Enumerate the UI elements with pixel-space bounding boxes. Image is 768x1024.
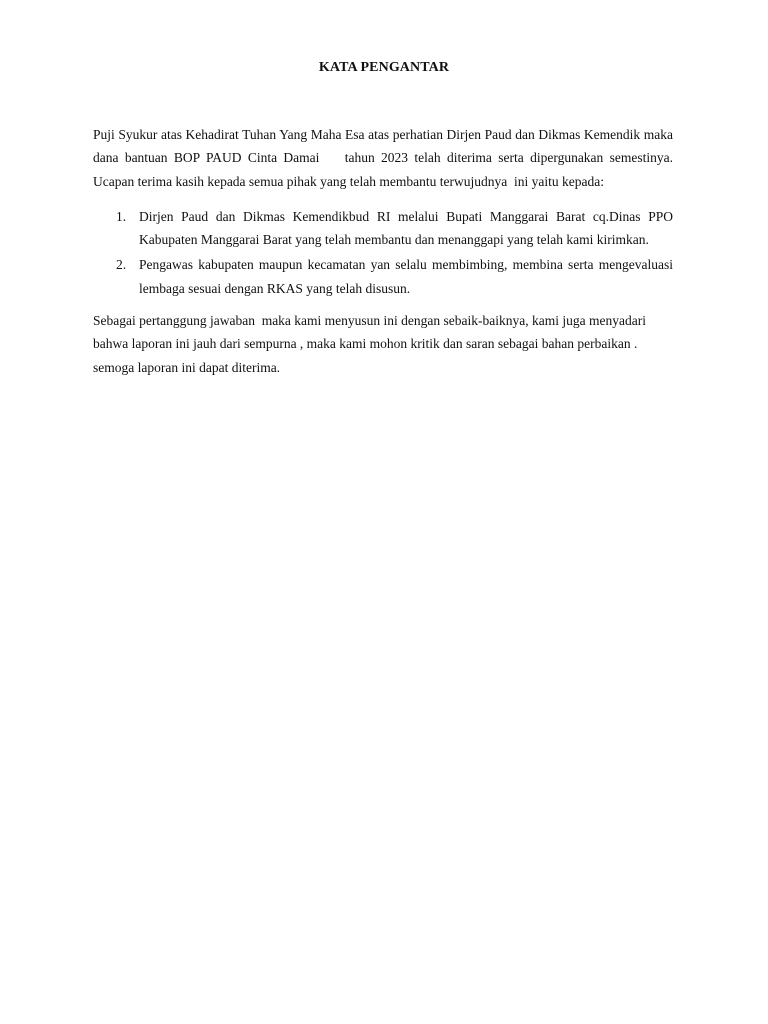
list-item-number: 2. — [116, 257, 127, 273]
closing-line: Sebagai pertanggung jawaban maka kami menyusun ini dengan sebaik-baiknya, kami juga menyadari — [93, 313, 646, 329]
document-body — [93, 123, 677, 379]
list-item-text: Dirjen Paud dan Dikmas Kemendikbud RI melalui Bupati Manggarai Barat cq.Dinas PPO Kabupaten Manggarai Barat yang telah membantu dan menanggapi yang telah kami kirimkan. — [139, 208, 673, 248]
list-item — [93, 253, 673, 300]
intro-paragraph: Puji Syukur atas Kehadirat Tuhan Yang Maha Esa atas perhatian Dirjen Paud dan Dikmas Kemendik maka dana bantuan BOP PAUD Cinta Damai tahun 2023 telah diterima serta dipergunakan semestinya. Ucapan terima kasih kepada semua pihak yang telah membantu terwujudnya ini yaitu kepada: — [93, 127, 677, 189]
closing-line: semoga laporan ini dapat diterima. — [93, 359, 281, 375]
thanks-list — [93, 205, 673, 300]
list-item-number: 1. — [116, 208, 127, 224]
closing-line: bahwa laporan ini jauh dari sempurna , maka kami mohon kritik dan saran sebagai bahan perbaikan . — [93, 336, 638, 352]
closing-paragraph — [93, 309, 673, 379]
list-item — [93, 205, 673, 252]
list-item-text: Pengawas kabupaten maupun kecamatan yan selalu membimbing, membina serta mengevaluasi lembaga sesuai dengan RKAS yang telah disusun. — [139, 257, 673, 296]
page-title: KATA PENGANTAR — [318, 60, 450, 75]
